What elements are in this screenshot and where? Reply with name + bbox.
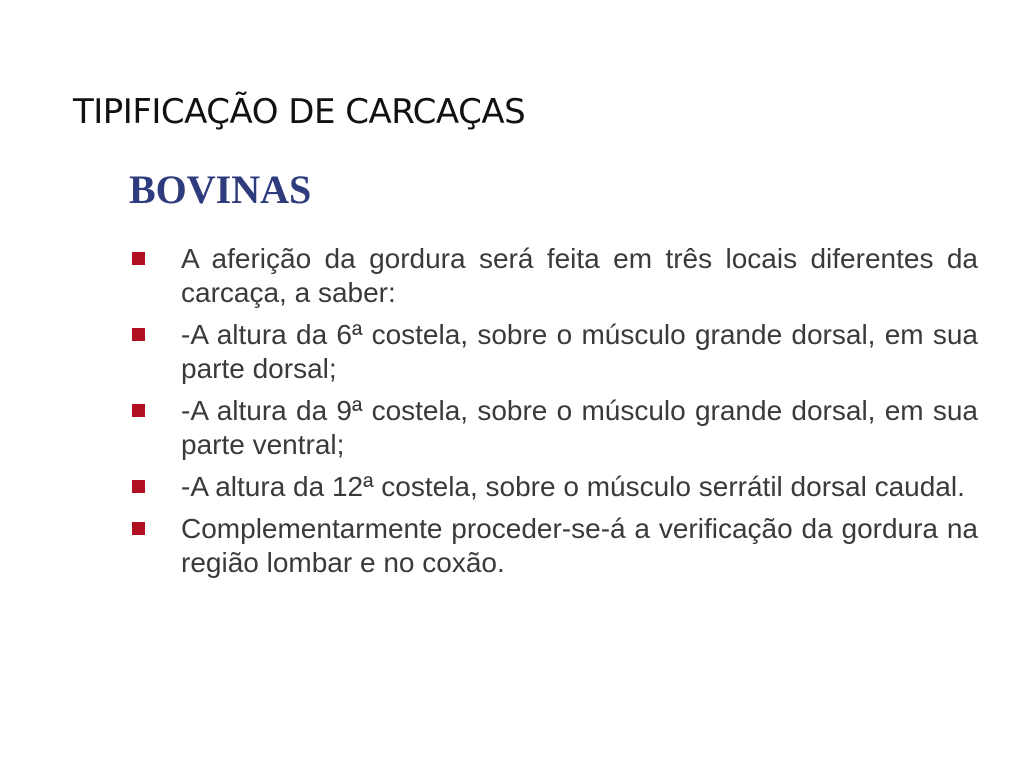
bullet-list bbox=[132, 242, 978, 588]
bullet-text: A aferição da gordura será feita em três locais diferentes da carcaça, a saber: bbox=[181, 243, 978, 308]
bullet-item bbox=[132, 318, 978, 386]
square-bullet-icon bbox=[132, 404, 145, 417]
bullet-text: -A altura da 12ª costela, sobre o músculo serrátil dorsal caudal. bbox=[181, 471, 965, 502]
square-bullet-icon bbox=[132, 328, 145, 341]
bullet-text: Complementarmente proceder-se-á a verificação da gordura na região lombar e no coxão. bbox=[181, 513, 978, 578]
bullet-text: -A altura da 6ª costela, sobre o músculo grande dorsal, em sua parte dorsal; bbox=[181, 319, 978, 384]
bullet-item bbox=[132, 394, 978, 462]
bullet-item bbox=[132, 470, 978, 504]
slide-title: TIPIFICAÇÃO DE CARCAÇAS bbox=[73, 92, 526, 132]
slide-subtitle: BOVINAS bbox=[129, 167, 312, 212]
bullet-item bbox=[132, 512, 978, 580]
square-bullet-icon bbox=[132, 480, 145, 493]
bullet-text: -A altura da 9ª costela, sobre o músculo grande dorsal, em sua parte ventral; bbox=[181, 395, 978, 460]
square-bullet-icon bbox=[132, 522, 145, 535]
bullet-item bbox=[132, 242, 978, 310]
square-bullet-icon bbox=[132, 252, 145, 265]
